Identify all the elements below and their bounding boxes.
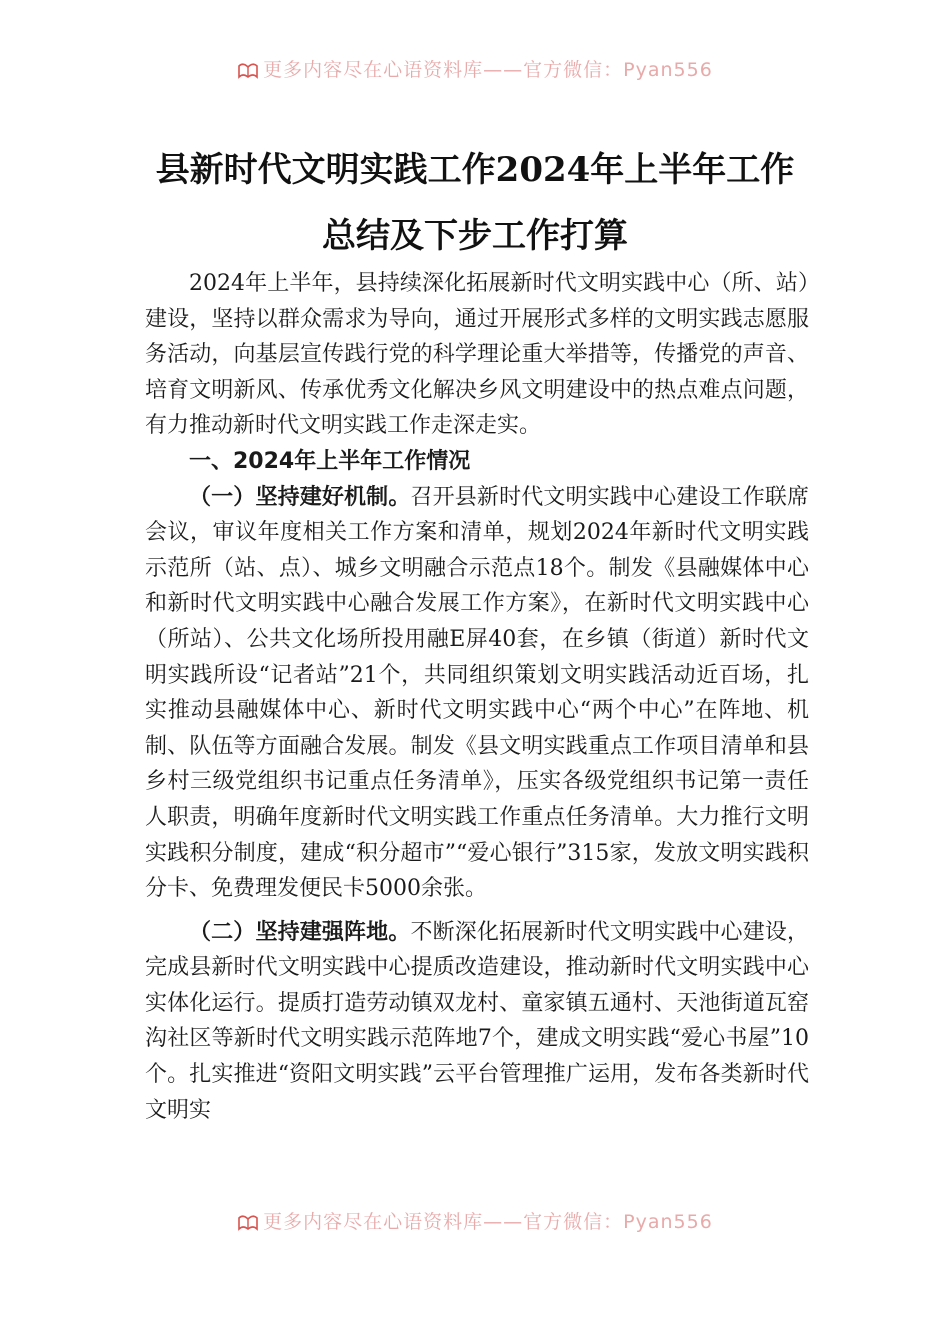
item1-body: 召开县新时代文明实践中心建设工作联席会议，审议年度相关工作方案和清单，规划2024年新时代文明实践示范所（站、点）、城乡文明融合示范点18个。制发《县融媒体中心和新时代文明实践中心融合发展工作方案》，在新时代文明实践中心（所站）、公共文化场所投用融E屏40套，在乡镇（街道）新时代文明实践所设“记者站”21个，共同组织策划文明实践活动近百场，扎实推动县融媒体中心、新时代文明实践中心“两个中心”在阵地、机制、队伍等方面融合发展。制发《县文明实践重点工作项目清单和县乡村三级党组织书记重点任务清单》，压实各级党组织书记第一责任人职责，明确年度新时代文明实践工作重点任务清单。大力推行文明实践积分制度，建成“积分超市”“爱心银行”315家，发放文明实践积分卡、免费理发便民卡5000余张。 [145, 484, 809, 902]
section1-heading-paragraph [145, 444, 809, 480]
document-body [145, 266, 809, 1128]
item1-lead: （一）坚持建好机制。 [189, 484, 411, 510]
watermark-top [0, 57, 950, 83]
intro-paragraph: 2024年上半年，县持续深化拓展新时代文明实践中心（所、站）建设，坚持以群众需求为导向，通过开展形式多样的文明实践志愿服务活动，向基层宣传践行党的科学理论重大举措等，传播党的声音、培育文明新风、传承优秀文化解决乡风文明建设中的热点难点问题，有力推动新时代文明实践工作走深走实。 [145, 271, 809, 439]
watermark-text: 更多内容尽在心语资料库——官方微信：Pyan556 [263, 1211, 713, 1233]
heart-book-logo-icon [237, 62, 259, 80]
watermark-bottom [0, 1209, 950, 1235]
item2-paragraph [145, 915, 809, 1129]
document-title-line2: 总结及下步工作打算 [322, 216, 628, 256]
item1-paragraph [145, 480, 809, 907]
item2-body: 不断深化拓展新时代文明实践中心建设，完成县新时代文明实践中心提质改造建设，推动新时代文明实践中心实体化运行。提质打造劳动镇双龙村、童家镇五通村、天池街道瓦窑沟社区等新时代文明实践示范阵地7个，建成文明实践“爱心书屋”10个。扎实推进“资阳文明实践”云平台管理推广运用，发布各类新时代文明实 [145, 919, 809, 1123]
section1-heading: 一、2024年上半年工作情况 [189, 448, 471, 474]
watermark-text: 更多内容尽在心语资料库——官方微信：Pyan556 [263, 59, 713, 81]
heart-book-logo-icon [237, 1214, 259, 1232]
document-title-line1: 县新时代文明实践工作2024年上半年工作 [155, 150, 795, 190]
item2-lead: （二）坚持建强阵地。 [189, 919, 411, 945]
